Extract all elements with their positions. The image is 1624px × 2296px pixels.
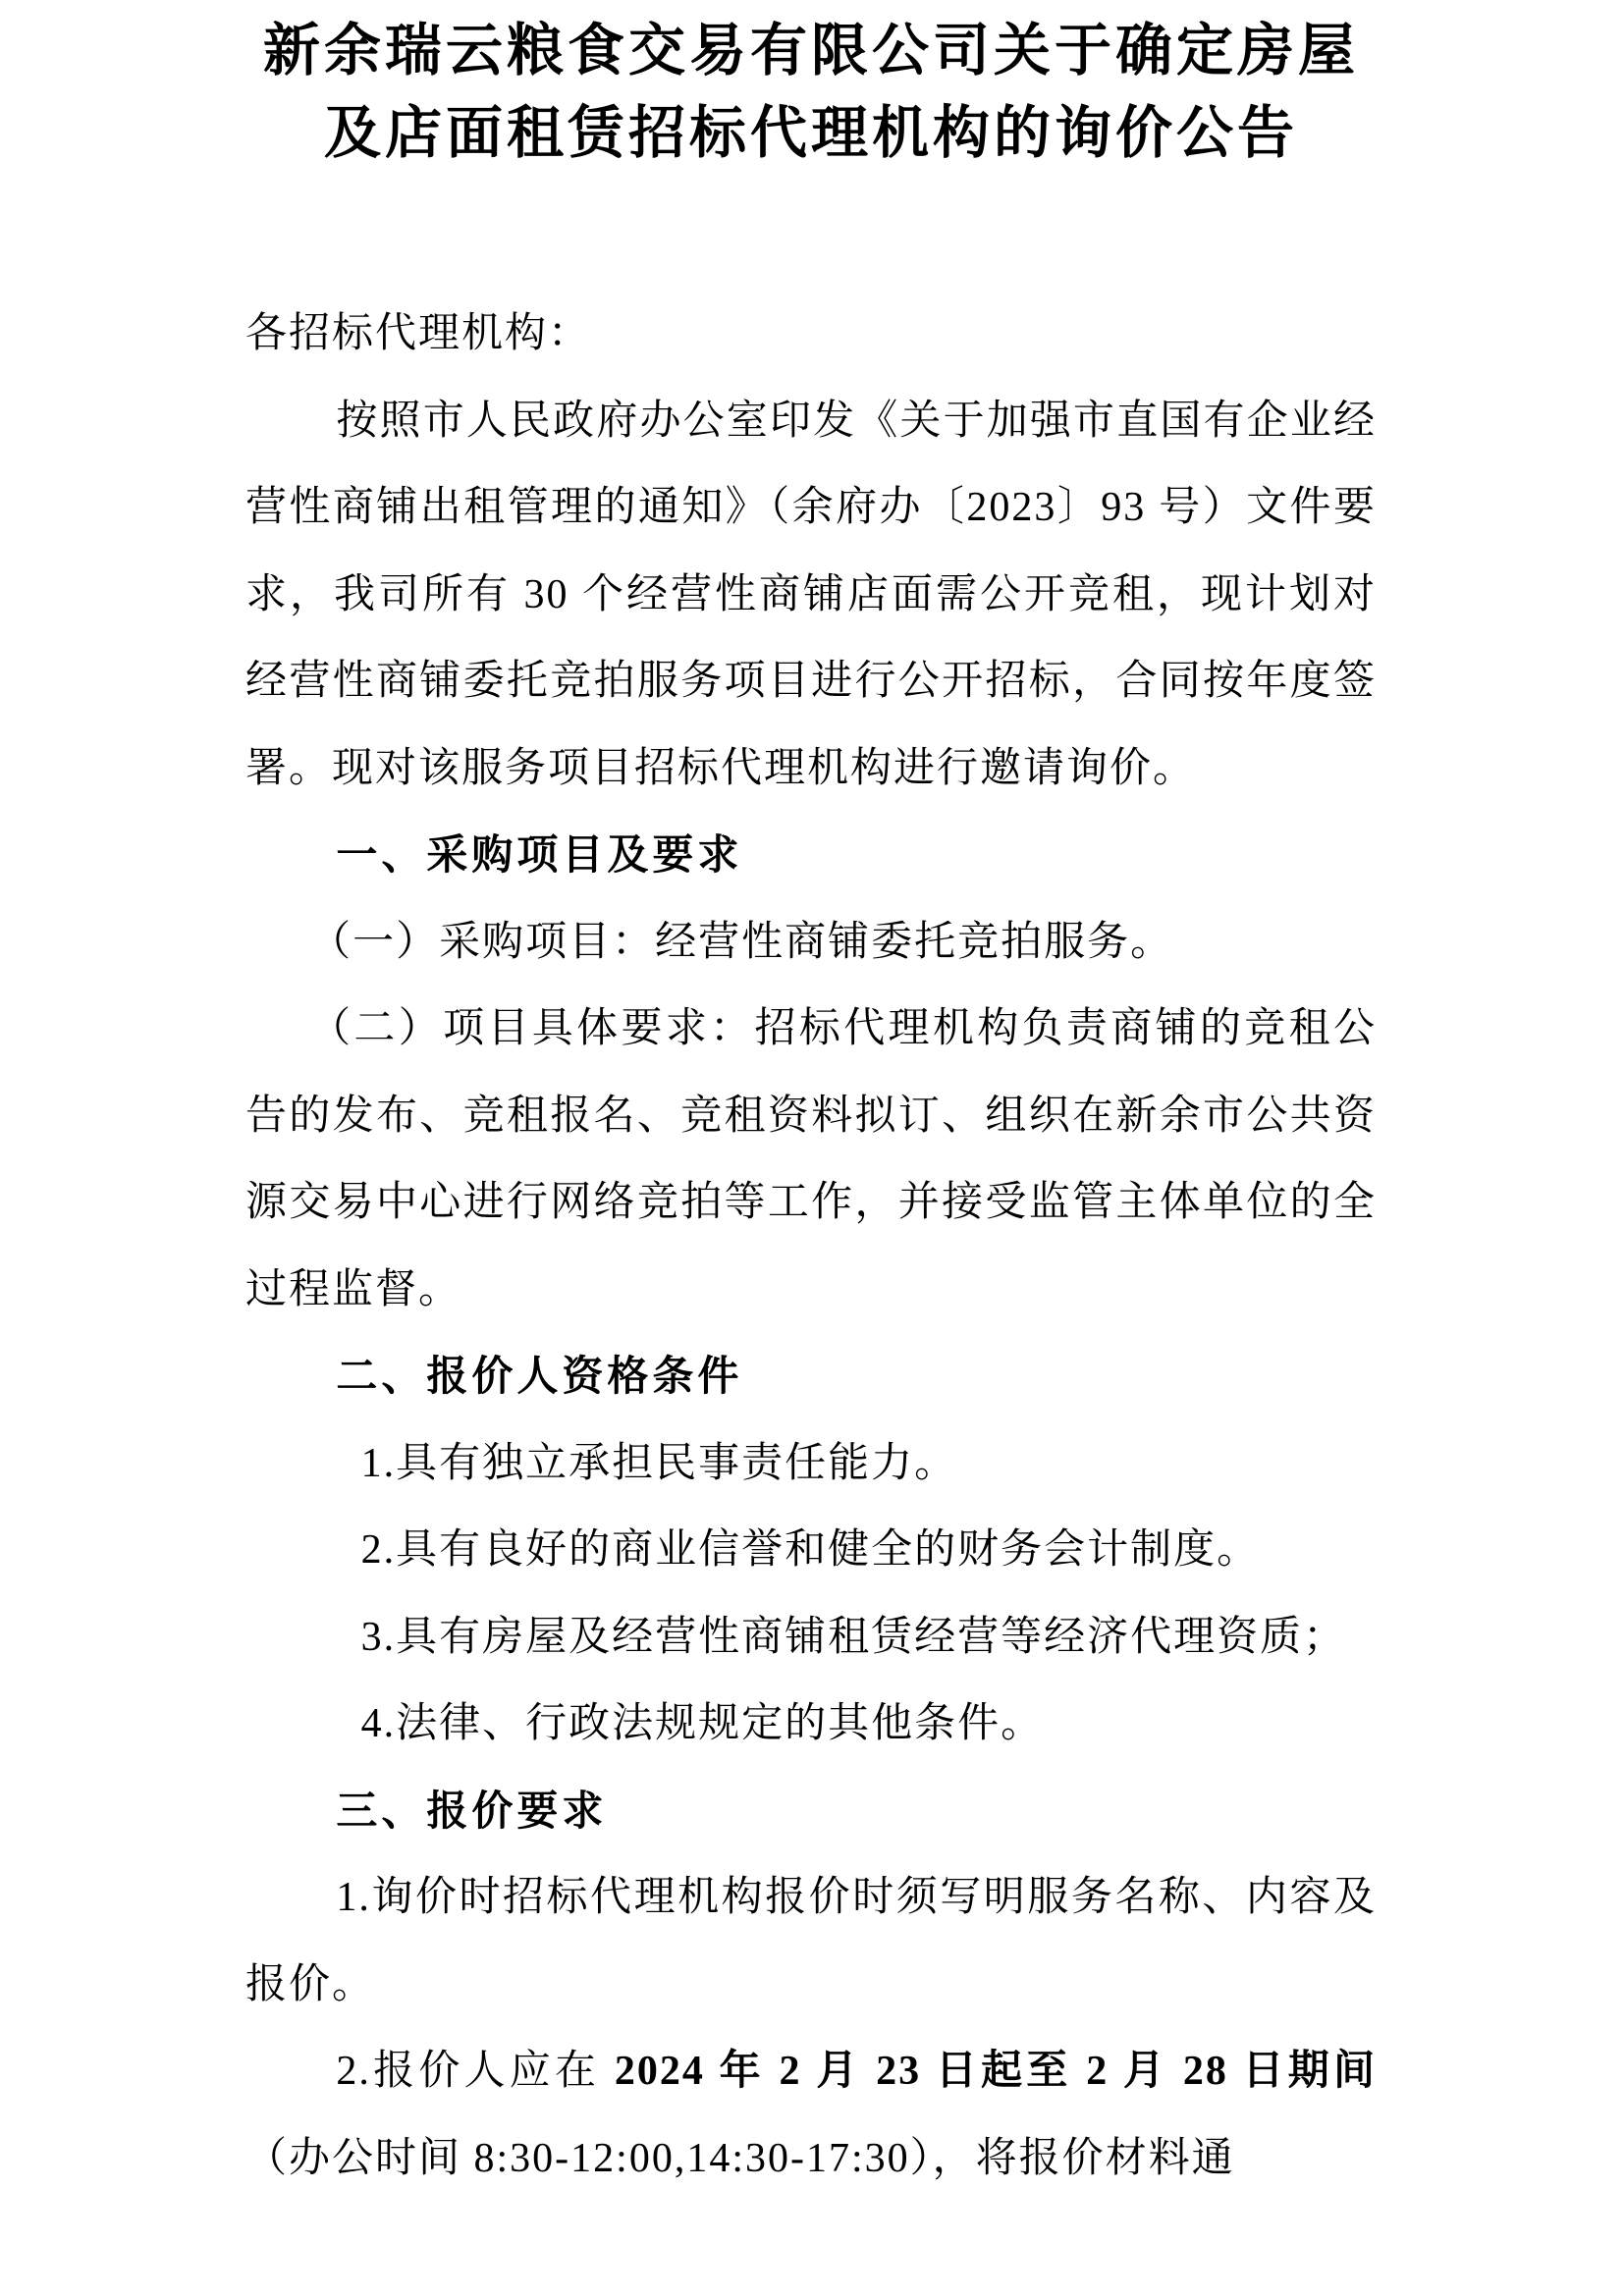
section3-item2-suffix: （办公时间 8:30-12:00,14:30-17:30），将报价材料通 bbox=[245, 2135, 1235, 2181]
section1-heading: 一、采购项目及要求 bbox=[336, 831, 743, 878]
section2-item-1: 1.具有独立承担民事责任能力。 bbox=[360, 1440, 958, 1486]
section2-heading: 二、报价人资格条件 bbox=[336, 1353, 743, 1399]
document-title bbox=[245, 0, 1377, 175]
section2-item-3: 3.具有房屋及经营性商铺租赁经营等经济代理资质； bbox=[360, 1614, 1347, 1660]
section2-item-4: 4.法律、行政法规规定的其他条件。 bbox=[360, 1701, 1045, 1746]
section3-heading: 三、报价要求 bbox=[336, 1787, 608, 1834]
section3-item2 bbox=[245, 2028, 1377, 2202]
intro-paragraph: 按照市人民政府办公室印发《关于加强市直国有企业经营性商铺出租管理的通知》（余府办〔2023〕93 号）文件要求，我司所有 30 个经营性商铺店面需公开竞租，现计划对经营性商铺委托竞拍服务项目进行公开招标，合同按年度签署。现对该服务项目招标代理机构进行邀请询价。 bbox=[245, 398, 1377, 791]
section3-item2-prefix: 2.报价人应在 bbox=[336, 2049, 615, 2094]
section3-item1: 1.询价时招标代理机构报价时须写明服务名称、内容及报价。 bbox=[245, 1875, 1377, 2007]
document-title-line1: 新余瑞云粮食交易有限公司关于确定房屋 bbox=[262, 19, 1359, 82]
section1-item2: （二）项目具体要求：招标代理机构负责商铺的竞租公告的发布、竞租报名、竞租资料拟订、组织在新余市公共资源交易中心进行网络竞拍等工作，并接受监管主体单位的全过程监督。 bbox=[245, 1006, 1377, 1312]
document-title-line2: 及店面租赁招标代理机构的询价公告 bbox=[323, 101, 1298, 165]
document-content bbox=[245, 0, 1377, 2202]
salutation: 各招标代理机构： bbox=[245, 311, 592, 356]
section1-item1: （一）采购项目：经营性商铺委托竞拍服务。 bbox=[309, 919, 1174, 965]
section2-item-2: 2.具有良好的商业信誉和健全的财务会计制度。 bbox=[360, 1527, 1261, 1573]
document-body bbox=[245, 291, 1377, 2202]
section3-item2-date-range: 2024 年 2 月 23 日起至 2 月 28 日期间 bbox=[614, 2049, 1377, 2094]
